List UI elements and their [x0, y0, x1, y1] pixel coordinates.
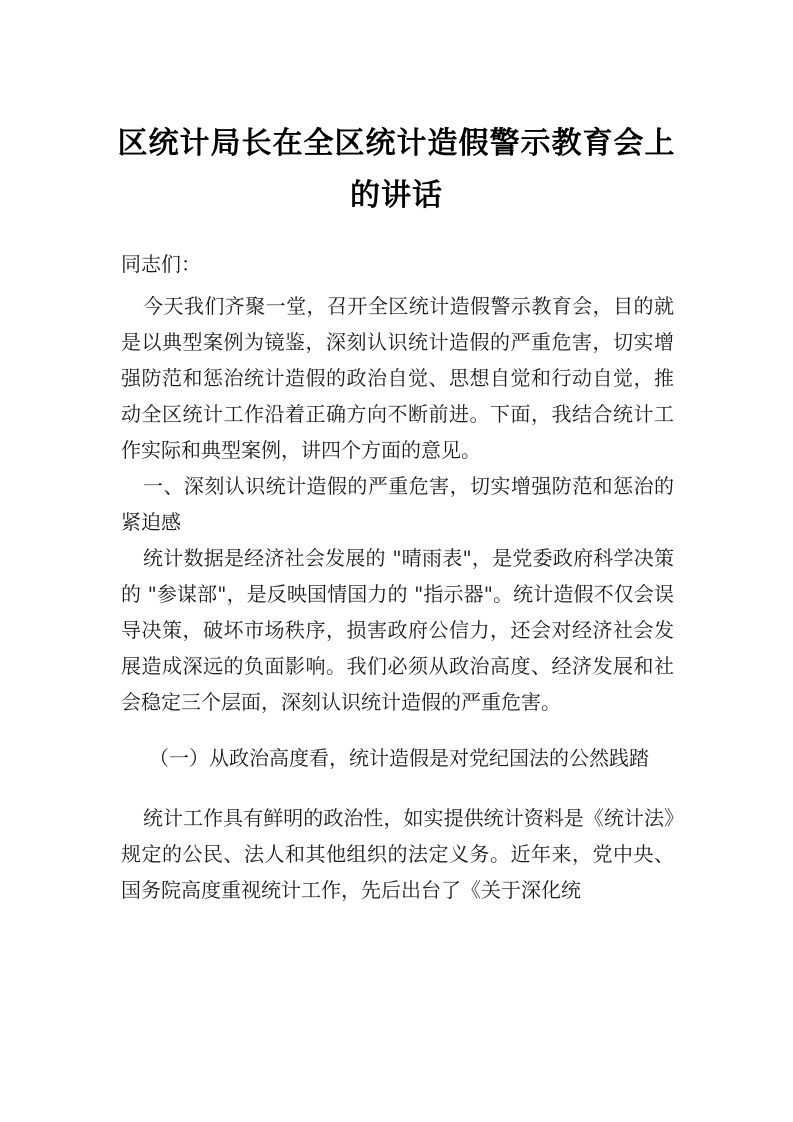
document-title — [110, 118, 683, 222]
subheading-1: （一）从政治高度看，统计造假是对党纪国法的公然践踏 — [149, 746, 649, 770]
greeting: 同志们： — [121, 252, 201, 276]
title-line-2: 的讲话 — [350, 178, 443, 213]
title-line-1: 区统计局长在全区统计造假警示教育会上 — [117, 126, 676, 161]
document-body — [121, 246, 674, 908]
section-1-paragraph: 统计数据是经济社会发展的 "晴雨表"，是党委政府科学决策的 "参谋部"，是反映国情国力的 "指示器"。统计造假不仅会误导决策，破坏市场秩序，损害政府公信力，还会对经济社会发展造成深远的负面影响。我们必须从政治高度、经济发展和社会稳定三个层面，深刻认识统计造假的严重危害。 — [121, 546, 674, 714]
subsection-1-paragraph: 统计工作具有鲜明的政治性，如实提供统计资料是《统计法》规定的公民、法人和其他组织的法定义务。近年来，党中央、国务院高度重视统计工作，先后出台了《关于深化统 — [121, 806, 674, 902]
section-heading-1: 一、深刻认识统计造假的严重危害，切实增强防范和惩治的紧迫感 — [121, 474, 674, 534]
intro-paragraph: 今天我们齐聚一堂，召开全区统计造假警示教育会，目的就是以典型案例为镜鉴，深刻认识统计造假的严重危害，切实增强防范和惩治统计造假的政治自觉、思想自觉和行动自觉，推动全区统计工作沿着正确方向不断前进。下面，我结合统计工作实际和典型案例，讲四个方面的意见。 — [121, 294, 674, 462]
